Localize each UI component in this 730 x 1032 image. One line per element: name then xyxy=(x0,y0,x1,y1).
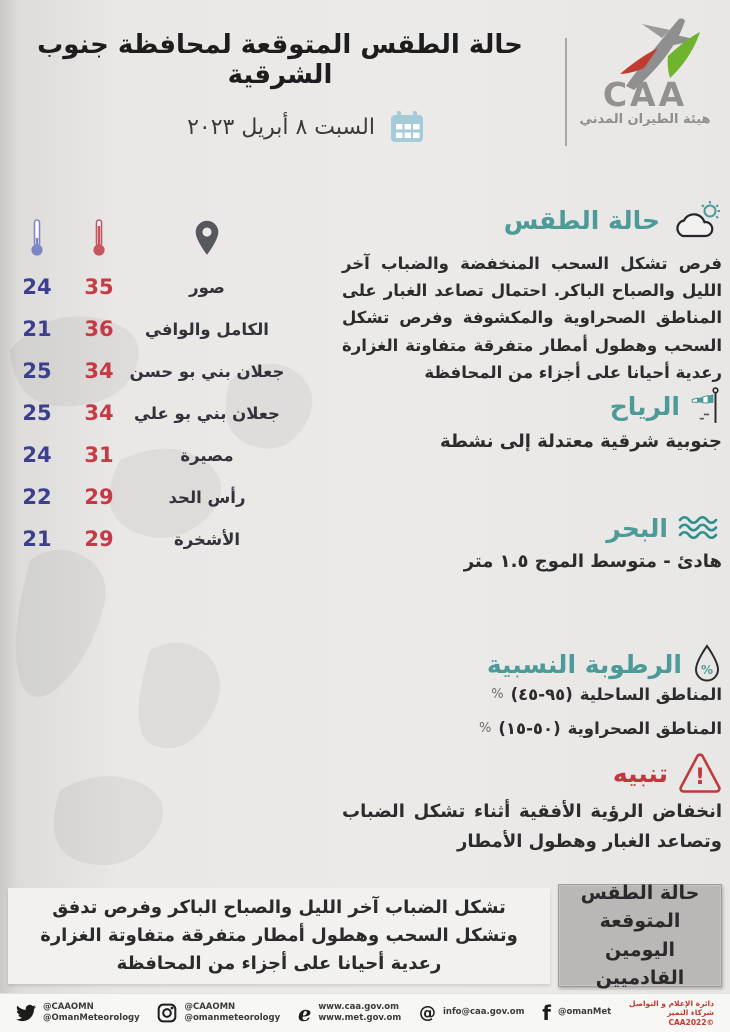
cloud-sun-icon xyxy=(670,200,722,240)
min-temp: 24 xyxy=(22,443,52,467)
footer xyxy=(0,993,730,1032)
waves-icon xyxy=(678,513,722,543)
instagram-handle-2: @omanmeteorology xyxy=(184,1013,281,1023)
min-temp: 25 xyxy=(22,359,52,383)
max-temp: 29 xyxy=(84,485,114,509)
date-label: السبت ٨ أبريل ٢٠٢٣ xyxy=(187,114,375,140)
max-temp: 34 xyxy=(84,401,114,425)
title-block xyxy=(0,30,560,144)
twitter-icon xyxy=(16,1003,36,1023)
humidity-coastal xyxy=(342,685,722,704)
sea-body: هادئ - متوسط الموج ١.٥ متر xyxy=(463,551,722,572)
city-name: جعلان بني بو حسن xyxy=(129,361,285,381)
footer-credit xyxy=(629,999,714,1027)
credit-line-2: شركاء التميز xyxy=(667,1008,714,1018)
percent-sign: % xyxy=(479,721,492,736)
weather-title: حالة الطقس xyxy=(503,205,660,235)
windsock-icon xyxy=(690,387,722,425)
svg-text:%: % xyxy=(700,663,714,677)
footer-facebook[interactable] xyxy=(542,1003,611,1023)
browser-icon: e xyxy=(297,1000,312,1026)
footer-email[interactable] xyxy=(419,1003,524,1023)
alert-title: تنبيه xyxy=(612,758,668,788)
section-humidity-heading xyxy=(342,644,722,684)
min-temp: 22 xyxy=(22,485,52,509)
instagram-handle-1: @CAAOMN xyxy=(184,1001,236,1012)
instagram-icon xyxy=(157,1003,177,1023)
svg-text:!: ! xyxy=(694,765,706,790)
section-alert-heading xyxy=(342,752,722,794)
wind-title: الرياح xyxy=(609,391,680,421)
humidity-desert-label: المناطق الصحراوية xyxy=(567,719,722,738)
logo-acronym: CAA xyxy=(602,75,688,114)
next-days-tab: حالة الطقس المتوقعة اليومين القادميين xyxy=(558,884,722,987)
min-temp: 25 xyxy=(22,401,52,425)
city-name: جعلان بني بو علي xyxy=(134,403,280,423)
min-temp: 21 xyxy=(22,317,52,341)
city-name: مصيرة xyxy=(180,445,234,465)
alert-triangle-icon xyxy=(678,752,722,794)
city-name: الكامل والوافي xyxy=(145,319,269,339)
header-divider xyxy=(565,38,567,146)
twitter-handle-2: @OmanMeteorology xyxy=(43,1013,140,1023)
footer-twitter[interactable] xyxy=(16,1002,140,1024)
section-weather-heading xyxy=(342,200,722,240)
city-name: صور xyxy=(189,277,225,297)
twitter-handle-1: @CAAOMN xyxy=(43,1001,94,1012)
website-url-2: www.met.gov.om xyxy=(318,1013,402,1023)
next-days-body: تشكل الضباب آخر الليل والصباح الباكر وفرص تدفق وتشكل السحب وهطول أمطار متفرقة متفاوتة الغزارة رعدية أحيانا على أجزاء من المحافظة xyxy=(8,888,550,984)
min-temp-icon xyxy=(28,210,46,266)
section-sea-heading xyxy=(342,513,722,543)
max-temp: 29 xyxy=(84,527,114,551)
percent-sign: % xyxy=(491,687,504,702)
wind-body: جنوبية شرقية معتدلة إلى نشطة xyxy=(439,431,722,452)
max-temp: 35 xyxy=(84,275,114,299)
facebook-handle: @omanMet xyxy=(557,1007,612,1018)
date-row xyxy=(0,110,560,144)
humidity-coastal-range: (٤٥-٩٥) xyxy=(510,685,573,704)
weather-body: فرص تشكل السحب المنخفضة والضباب آخر الليل والصباح الباكر. احتمال تصاعد الغبار على المناطق الصحراوية والمكشوفة وفرص تشكل السحب وهطول أمطار متفرقة متفاوتة الغزارة رعدية أحيانا على أجزاء من المحافظة xyxy=(342,254,722,382)
city-name: رأس الحد xyxy=(168,487,246,507)
min-temp: 21 xyxy=(22,527,52,551)
min-temp: 24 xyxy=(22,275,52,299)
email-address: info@caa.gov.om xyxy=(442,1007,525,1018)
max-temp: 34 xyxy=(84,359,114,383)
logo-name-arabic: هيئة الطيران المدني xyxy=(579,111,711,127)
facebook-icon: f xyxy=(542,1001,551,1025)
at-sign-icon: @ xyxy=(418,1003,436,1023)
website-url-1: www.caa.gov.om xyxy=(318,1001,400,1012)
max-temp: 31 xyxy=(84,443,114,467)
humidity-desert-range: (١٥-٥٠) xyxy=(498,719,561,738)
humidity-coastal-label: المناطق الساحلية xyxy=(579,685,722,704)
calendar-icon xyxy=(389,110,425,144)
humidity-title: الرطوبة النسبية xyxy=(486,649,682,679)
max-temp-icon xyxy=(90,210,108,266)
location-pin-icon xyxy=(193,210,221,266)
alert-body: انخفاض الرؤية الأفقية أثناء تشكل الضباب وتصاعد الغبار وهطول الأمطار xyxy=(342,801,722,852)
page-title: حالة الطقس المتوقعة لمحافظة جنوب الشرقية xyxy=(37,30,523,90)
credit-line-1: دائرة الإعلام و التواصل xyxy=(629,998,714,1008)
humidity-desert xyxy=(342,719,722,738)
footer-web[interactable] xyxy=(298,1002,401,1024)
max-temp: 36 xyxy=(84,317,114,341)
header xyxy=(0,0,730,165)
sea-title: البحر xyxy=(606,513,668,543)
city-name: الأشخرة xyxy=(173,529,241,549)
humidity-droplet-icon xyxy=(692,644,722,684)
credit-line-3: ©CAA2022 xyxy=(668,1017,714,1027)
footer-instagram[interactable] xyxy=(157,1002,280,1024)
section-wind-heading xyxy=(342,387,722,425)
temperature-table xyxy=(0,210,285,560)
caa-logo xyxy=(574,12,716,127)
